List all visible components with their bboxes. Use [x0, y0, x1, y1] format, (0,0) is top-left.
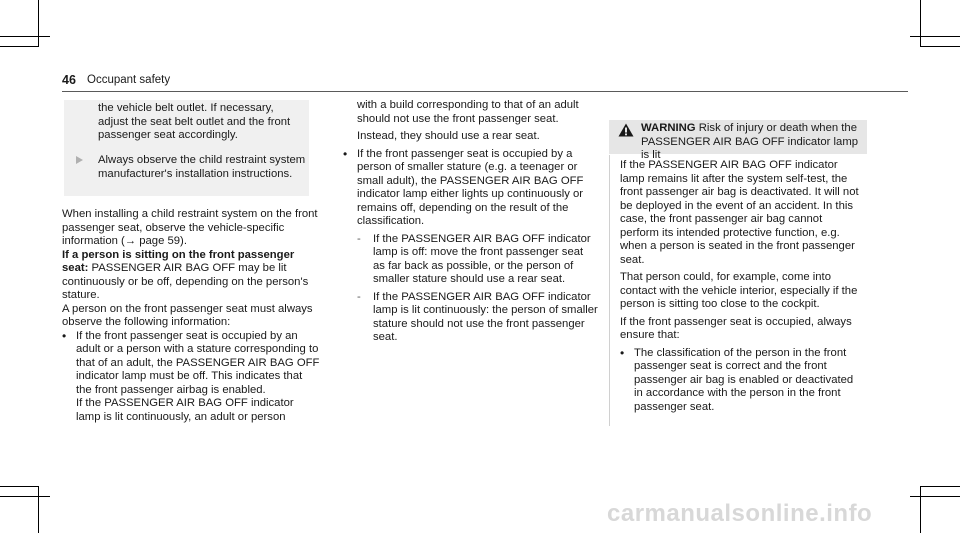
crop-mark: [920, 0, 921, 47]
step-arrow-icon: [76, 156, 83, 164]
warning-title-text: Risk of injury or death when the PASSENGER AIR BAG OFF indicator lamp is lit: [641, 122, 859, 161]
crop-mark: [0, 496, 50, 497]
list-item-text: If the front passenger seat is occupied by an adult or a person with a stature corresponding to that of an adult, the PASSENGER AIR BAG OFF indicator lamp must be off. This indicates that the front passenger airbag is enabled.: [76, 329, 320, 396]
list-item-text: The classification of the person in the front passenger seat is correct and the front passenger air bag is enabled or deactivated in accordance with the person in the front passenger seat.: [634, 346, 854, 413]
warning-paragraph: If the front passenger seat is occupied, always ensure that:: [620, 315, 852, 341]
subheading-text: PASSENGER AIR BAG OFF may be lit continuously or be off, depending on the person's stature.: [62, 262, 309, 301]
section-title: Occupant safety: [87, 74, 171, 86]
warning-triangle-icon: [618, 123, 634, 137]
header-rule: [62, 91, 908, 92]
crop-mark: [920, 486, 960, 487]
watermark: carmanualsonline.info: [607, 500, 873, 527]
warning-paragraph: That person could, for example, come into contact with the vehicle interior, especially if the person is sitting too close to the cockpit.: [620, 271, 858, 310]
paragraph: A person on the front passenger seat must always observe the following information:: [62, 302, 313, 328]
sub-list-item: [357, 233, 598, 287]
subheading-bold: If a person is sitting on the front passenger seat:: [62, 248, 295, 274]
sub-list-item: [357, 291, 598, 345]
left-column: [62, 208, 320, 424]
crop-mark: [0, 46, 39, 47]
warning-body: [609, 155, 868, 426]
warning-label: WARNING: [641, 122, 696, 134]
crop-mark: [910, 36, 960, 37]
dash-marker: -: [357, 290, 361, 303]
paragraph: with a build corresponding to that of an adult should not use the front passenger seat.: [357, 99, 579, 125]
instruction-step-text: Always observe the child restraint system manufacturer's installation instructions.: [98, 154, 306, 180]
sub-list-item-text: If the PASSENGER AIR BAG OFF indicator lamp is off: move the front passenger seat as far back as possible, or the person of smaller stature should use a rear seat.: [373, 232, 591, 285]
dash-marker: -: [357, 232, 361, 245]
warning-box: [609, 120, 867, 426]
bullet-dot: •: [620, 345, 625, 360]
page-number: 46: [62, 73, 76, 87]
warning-paragraph: If the PASSENGER AIR BAG OFF indicator lamp remains lit after the system self-test, the front passenger air bag is deactivated. It will not be deployed in the event of an accident. In this case, the front passenger air bag cannot perform its intended protective function, e.g. when a person is seated in the front passenger seat.: [620, 159, 859, 266]
list-item: [620, 347, 862, 415]
crop-mark: [0, 486, 39, 487]
list-item: [343, 148, 598, 345]
sub-list-item-text: If the PASSENGER AIR BAG OFF indicator lamp is lit continuously: the person of smaller stature should not use the front passenger seat.: [373, 290, 598, 343]
crop-mark: [0, 36, 50, 37]
list-item: [62, 330, 320, 425]
list-item-text: If the front passenger seat is occupied by a person of smaller stature (e.g. a teenager or small adult), the PASSENGER AIR BAG OFF indicator lamp either lights up continuously or remains off, depending on the result of the classification.: [357, 147, 584, 227]
paragraph: Instead, they should use a rear seat.: [357, 130, 540, 142]
crop-mark: [910, 496, 960, 497]
bullet-dot: •: [343, 146, 348, 161]
warning-header: [609, 120, 867, 161]
instruction-step: [76, 102, 306, 143]
subheading: [62, 249, 320, 303]
list-item-text: If the PASSENGER AIR BAG OFF indicator lamp is lit continuously, an adult or person: [76, 397, 294, 423]
crop-mark: [38, 486, 39, 533]
crop-mark: [920, 46, 960, 47]
paragraph: When installing a child restraint system on the front passenger seat, observe the vehicle-specific information (→ page 59).: [62, 208, 318, 247]
instruction-step: [76, 154, 306, 181]
bullet-dot: •: [62, 328, 67, 343]
crop-mark: [38, 0, 39, 47]
middle-column: [343, 99, 598, 345]
crop-mark: [920, 486, 921, 533]
instruction-step-text: the vehicle belt outlet. If necessary, adjust the seat belt outlet and the front passenger seat accordingly.: [98, 102, 291, 141]
